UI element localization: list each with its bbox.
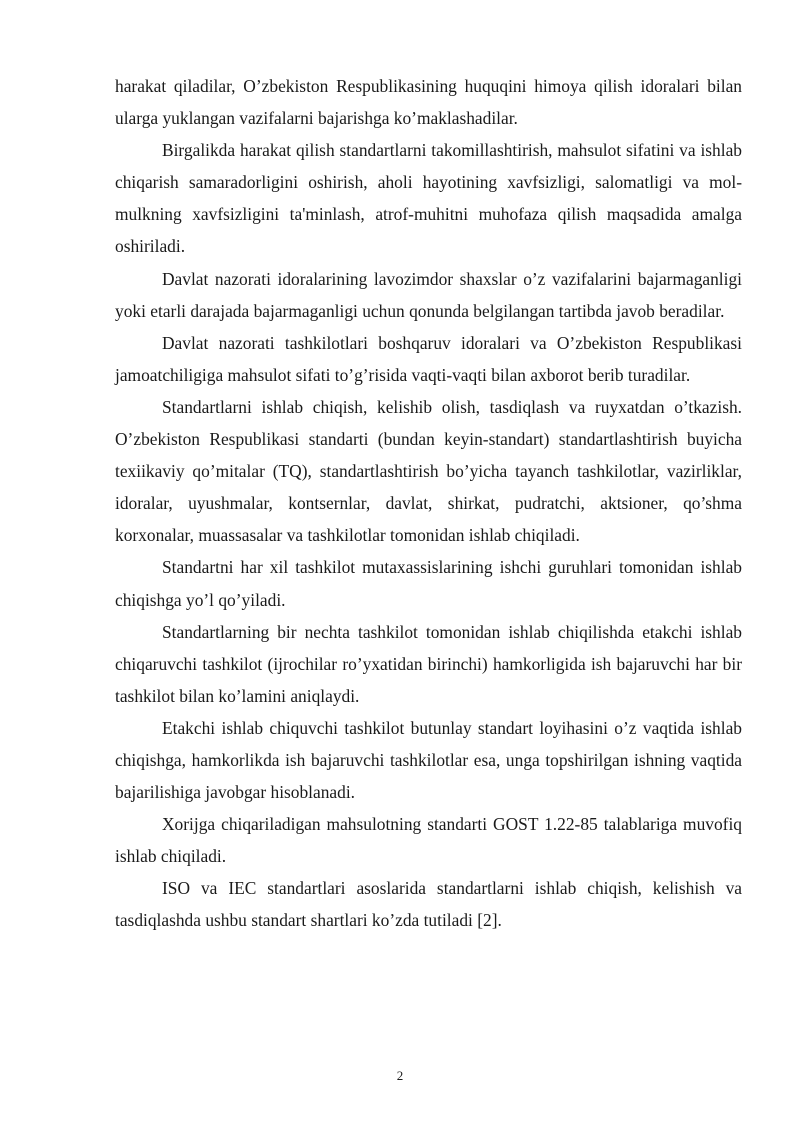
paragraph: ISO va IEC standartlari asoslarida standartlarni ishlab chiqish, kelishish va tasdiqlashda ushbu standart shartlari ko’zda tutiladi [2]. bbox=[115, 878, 742, 931]
paragraph-continuation: harakat qiladilar, O’zbekiston Respublikasining huquqini himoya qilish idoralari bilan ularga yuklangan vazifalarni bajarishga ko’maklashadilar. bbox=[115, 76, 742, 129]
paragraph: Davlat nazorati tashkilotlari boshqaruv idoralari va O’zbekiston Respublikasi jamoatchiligiga mahsulot sifati to’g’risida vaqti-vaqti bilan axborot berib turadilar. bbox=[115, 332, 742, 385]
paragraph: Davlat nazorati idoralarining lavozimdor shaxslar o’z vazifalarini bajarmaganligi yoki etarli darajada bajarmaganligi uchun qonunda belgilangan tartibda javob beradilar. bbox=[115, 268, 742, 321]
paragraph: Xorijga chiqariladigan mahsulotning standarti GOST 1.22-85 talablariga muvofiq ishlab chiqiladi. bbox=[115, 814, 742, 867]
paragraph: Standartni har xil tashkilot mutaxassislarining ishchi guruhlari tomonidan ishlab chiqishga yo’l qo’yiladi. bbox=[115, 557, 742, 610]
paragraph: Etakchi ishlab chiquvchi tashkilot butunlay standart loyihasini o’z vaqtida ishlab chiqishga, hamkorlikda ish bajaruvchi tashkilotlar esa, unga topshirilgan ishning vaqtida bajarilishiga javobgar hisoblanadi. bbox=[115, 717, 742, 803]
paragraph: Birgalikda harakat qilish standartlarni takomillashtirish, mahsulot sifatini va ishlab chiqarish samaradorligini oshirish, aholi hayotining xavfsizligi, salomatligi va mol-mulkning xavfsizligini ta'minlash, atrof-muhitni muhofaza qilish maqsadida amalga oshiriladi. bbox=[115, 140, 742, 257]
paragraph: Standartlarning bir nechta tashkilot tomonidan ishlab chiqilishda etakchi ishlab chiqaruvchi tashkilot (ijrochilar ro’yxatidan birinchi) hamkorligida ish bajaruvchi har bir tashkilot bilan ko’lamini aniqlaydi. bbox=[115, 621, 742, 706]
paragraph: Standartlarni ishlab chiqish, kelishib olish, tasdiqlash va ruyxatdan o’tkazish. O’zbekiston Respublikasi standarti (bundan keyin-standart) standartlashtirish buyicha texiikaviy qo’mitalar (TQ), standartlashtirish bo’yicha tayanch tashkilotlar, vazirliklar, idoralar, uyushmalar, kontsernlar, davlat, shirkat, pudratchi, aktsioner, qo’shma korxonalar, muassasalar va tashkilotlar tomonidan ishlab chiqiladi. bbox=[115, 396, 742, 546]
page-number: 2 bbox=[396, 1068, 404, 1083]
document-body bbox=[115, 70, 742, 937]
